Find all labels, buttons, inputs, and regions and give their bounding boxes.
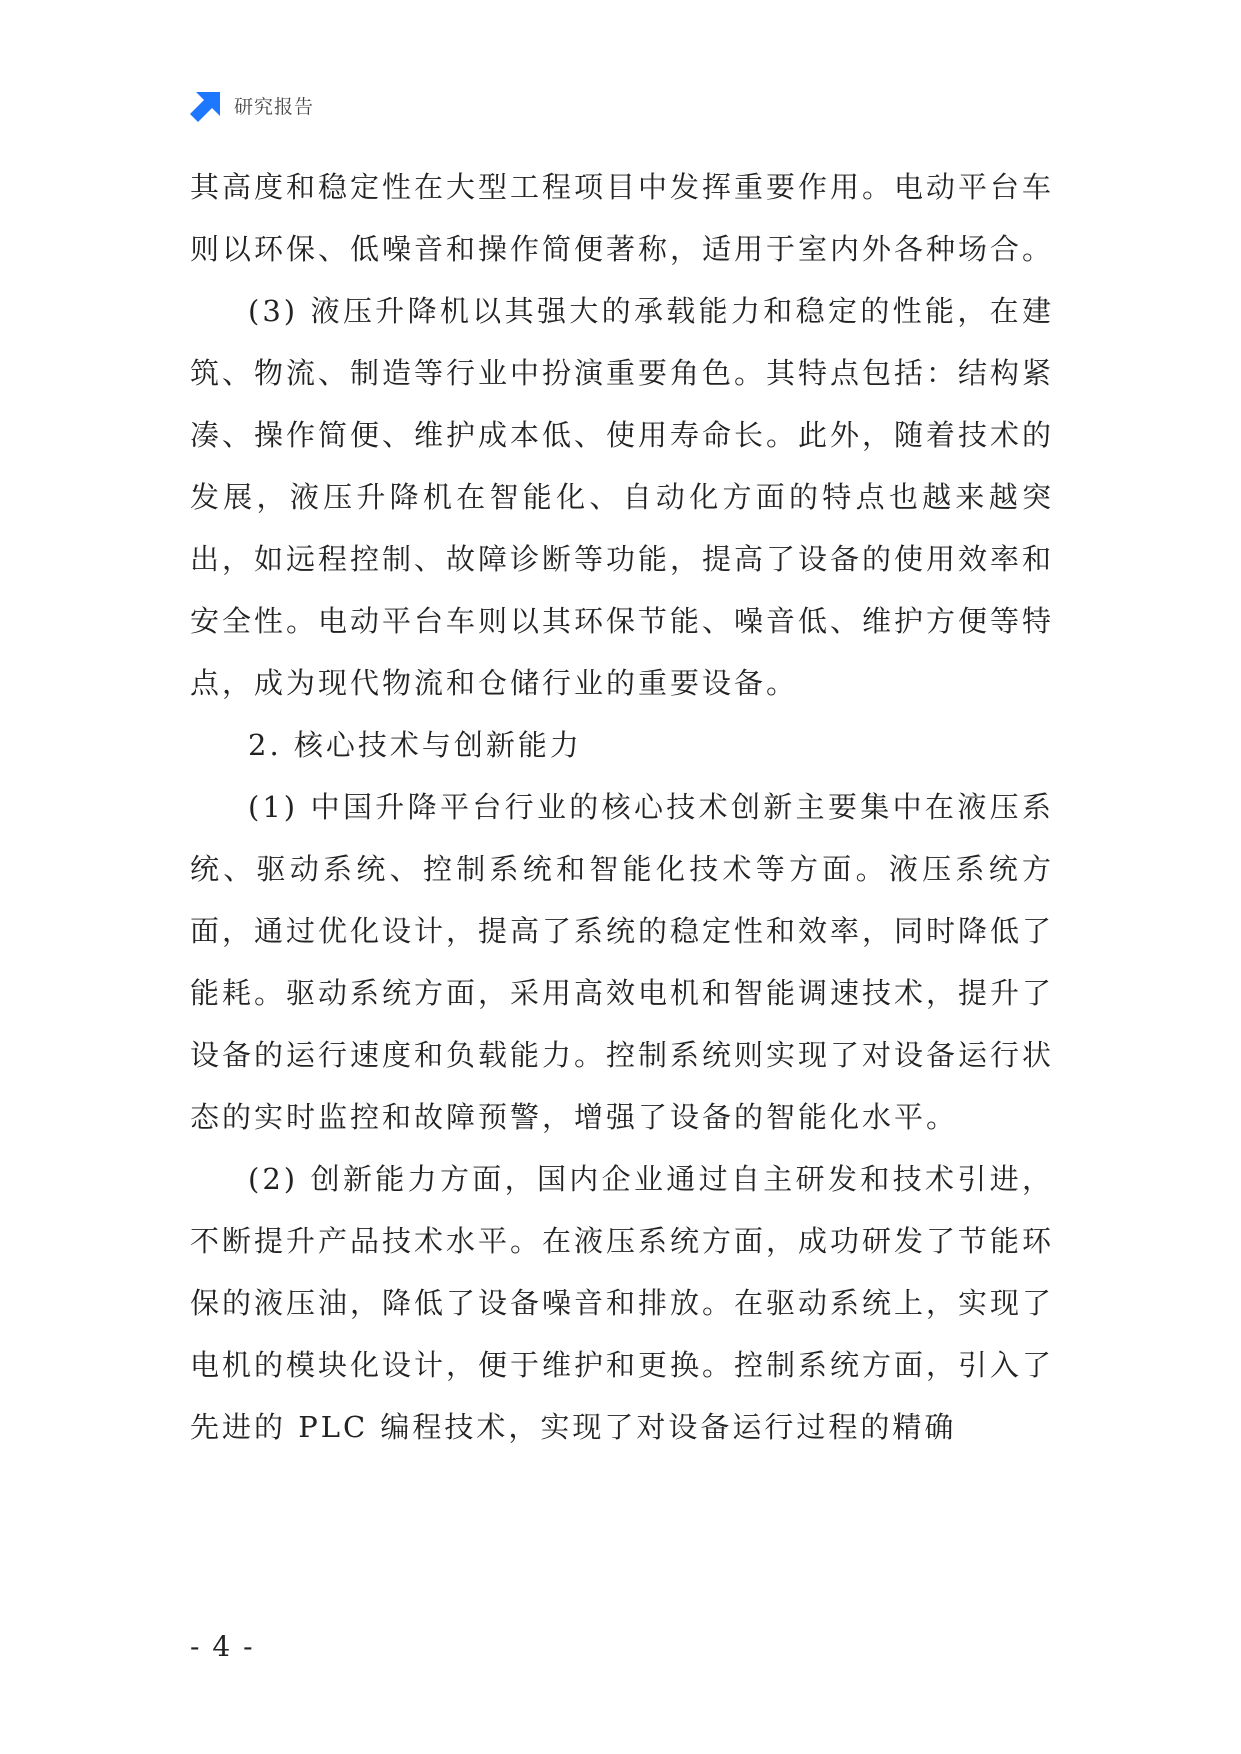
paragraph-item-1: (1) 中国升降平台行业的核心技术创新主要集中在液压系统、驱动系统、控制系统和智能化技术等方面。液压系统方面，通过优化设计，提高了系统的稳定性和效率，同时降低了能耗。驱动系统方面，采用高效电机和智能调速技术，提升了设备的运行速度和负载能力。控制系统则实现了对设备运行状态的实时监控和故障预警，增强了设备的智能化水平。 bbox=[190, 790, 1055, 1134]
paragraph-continuation: 其高度和稳定性在大型工程项目中发挥重要作用。电动平台车则以环保、低噪音和操作简便著称，适用于室内外各种场合。 bbox=[190, 170, 1055, 266]
arrow-up-right-icon bbox=[190, 88, 224, 122]
report-header bbox=[190, 88, 314, 122]
document-body bbox=[190, 156, 1054, 1458]
page-number: - 4 - bbox=[190, 1630, 255, 1663]
section-heading: 2. 核心技术与创新能力 bbox=[248, 728, 582, 762]
paragraph-item-3: (3) 液压升降机以其强大的承载能力和稳定的性能，在建筑、物流、制造等行业中扮演重要角色。其特点包括：结构紧凑、操作简便、维护成本低、使用寿命长。此外，随着技术的发展，液压升降机在智能化、自动化方面的特点也越来越突出，如远程控制、故障诊断等功能，提高了设备的使用效率和安全性。电动平台车则以其环保节能、噪音低、维护方便等特点，成为现代物流和仓储行业的重要设备。 bbox=[190, 294, 1055, 700]
paragraph-item-2: (2) 创新能力方面，国内企业通过自主研发和技术引进，不断提升产品技术水平。在液压系统方面，成功研发了节能环保的液压油，降低了设备噪音和排放。在驱动系统上，实现了电机的模块化设计，便于维护和更换。控制系统方面，引入了先进的 PLC 编程技术，实现了对设备运行过程的精确 bbox=[190, 1162, 1055, 1444]
header-title: 研究报告 bbox=[234, 95, 315, 118]
